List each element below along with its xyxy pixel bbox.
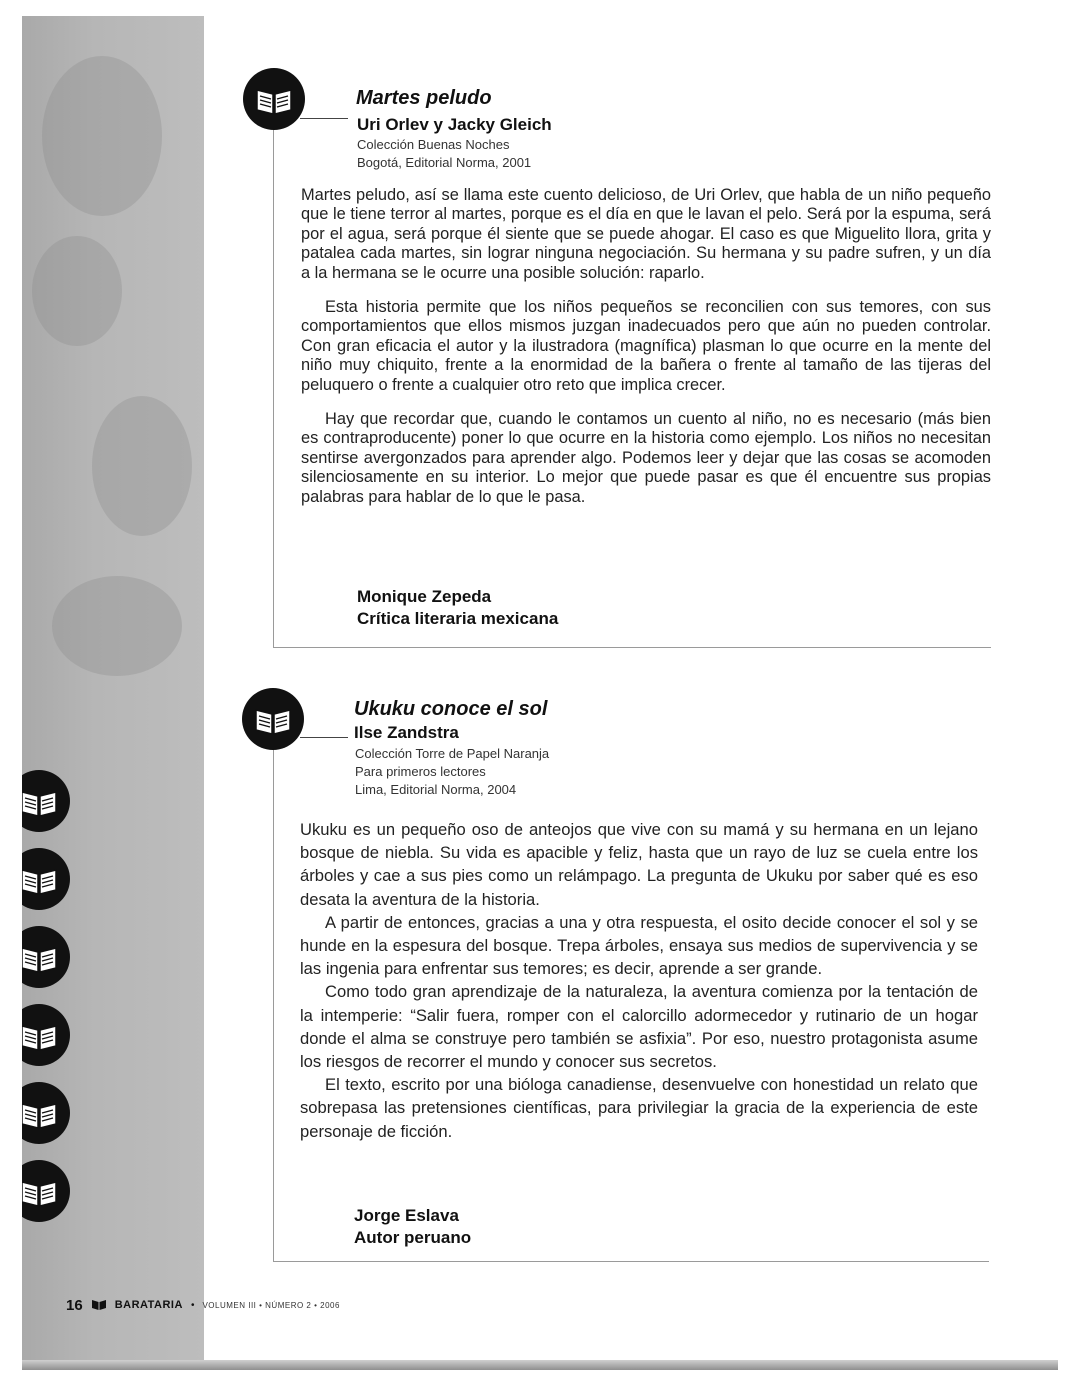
sidebar-book-icon (22, 770, 72, 832)
book-series: Para primeros lectores (355, 764, 486, 779)
open-book-icon (242, 688, 304, 750)
book-author: Ilse Zandstra (354, 723, 459, 742)
review-paragraph: A partir de entonces, gracias a una y otra respuesta, el osito decide conocer el sol y se hunde en la espesura del bosque. Trepa árboles, ensaya sus medios de supervivencia y se las ingenia para enfrentar sus temores; es decir, aprende a ser grande. (300, 912, 978, 979)
review-paragraph: Como todo gran aprendizaje de la naturaleza, la aventura comienza por la tentación de la intemperie: “Salir fuera, romper con el calorcillo adormecedor y rutinario de un hogar donde el alma se construye pero también se asfixia”. Por eso, nuestro protagonista asume los riesgos de recorrer el mundo y conocer sus secretos. (300, 982, 978, 1072)
reviewer-role: Autor peruano (354, 1228, 472, 1247)
bottom-rule (22, 1360, 1058, 1370)
sidebar-texture (92, 396, 192, 536)
volume-info: VOLUMEN III • NÚMERO 2 • 2006 (202, 1300, 340, 1310)
book-publisher: Lima, Editorial Norma, 2004 (355, 782, 517, 797)
reviewer-name: Jorge Eslava (354, 1206, 459, 1225)
reviewer-signature (357, 586, 558, 630)
book-meta (357, 136, 531, 172)
review-paragraph: El texto, escrito por una bióloga canadiense, desenvuelve con honestidad un relato que sobrepasa las pretensiones científicas, para privilegiar la gracia de la experiencia de este personaje de ficción. (300, 1075, 978, 1141)
sidebar-texture (42, 56, 162, 216)
review-paragraph: Martes peludo, así se llama este cuento delicioso, de Uri Orlev, que habla de un niño pequeño que le tiene terror al martes, porque es el día en que le lavan el pelo. Será por la espuma, será por el agua, será porque él siente que se puede ahogar. El caso es que Miguelito llora, grita y patalea cada martes, sin lograr ninguna negociación. Su hermana y su padre sufren, y un día a la hermana se le ocurre una posible solución: raparlo. (301, 186, 991, 282)
book-meta (355, 745, 549, 799)
review-body (300, 818, 978, 1143)
sidebar-book-icon (22, 1082, 72, 1144)
review-border-left (273, 738, 274, 1262)
sidebar-book-icon (22, 1004, 72, 1066)
sidebar-book-icon (22, 1160, 72, 1222)
magazine-logo-icon (91, 1299, 107, 1311)
review-border-bottom (273, 1261, 989, 1262)
open-book-icon (243, 68, 305, 130)
book-title: Martes peludo (356, 87, 492, 109)
review-border-bottom (273, 647, 991, 648)
sidebar-book-icon (22, 848, 72, 910)
book-author: Uri Orlev y Jacky Gleich (357, 115, 552, 134)
book-collection: Colección Buenas Noches (357, 137, 510, 152)
header-rule (300, 737, 348, 738)
sidebar-book-icon (22, 926, 72, 988)
page-number: 16 (66, 1296, 83, 1314)
review-body (301, 186, 991, 522)
magazine-name: BARATARIA (114, 1299, 183, 1311)
header-rule (300, 118, 348, 119)
review-border-left (273, 118, 274, 648)
reviewer-signature (354, 1205, 471, 1249)
sidebar-texture (52, 576, 182, 676)
reviewer-role: Crítica literaria mexicana (357, 609, 559, 628)
review-paragraph: Ukuku es un pequeño oso de anteojos que vive con su mamá y su hermana en un lejano bosque de niebla. Su vida es apacible y feliz, hasta que un rayo de luz se cuela entre los árboles y cae a sus pies como un relámpago. La pregunta de Ukuku por saber qué es eso desata la aventura de la historia. (300, 820, 978, 909)
footer-separator: • (190, 1299, 195, 1311)
book-title: Ukuku conoce el sol (354, 698, 548, 720)
reviewer-name: Monique Zepeda (357, 587, 492, 606)
review-paragraph: Esta historia permite que los niños pequeños se reconcilien con sus temores, con sus comportamientos que ellos mismos juzgan inadecuados pero que aún no pueden controlar. Con gran eficacia el autor y la ilustradora (magnífica) plasman lo que ocurre en la mente del niño muy chiquito, frente a la enormidad de la bañera o frente al tamaño de las tijeras del peluquero o frente a cualquier otro reto que implica crecer. (301, 298, 991, 394)
book-publisher: Bogotá, Editorial Norma, 2001 (357, 155, 532, 170)
review-paragraph: Hay que recordar que, cuando le contamos un cuento al niño, no es necesario (más bien es contraproducente) poner lo que ocurre en la historia como ejemplo. Los niños no necesitan sentirse avergonzados para aprender algo. Podemos leer y dejar que las cosas se acomoden silenciosamente en su interior. Lo mejor que puede pasar es que él encuentre sus propias palabras para hablar de lo que le pasa. (301, 410, 991, 506)
book-collection: Colección Torre de Papel Naranja (355, 746, 550, 761)
page-footer (66, 1295, 340, 1315)
sidebar-texture (32, 236, 122, 346)
